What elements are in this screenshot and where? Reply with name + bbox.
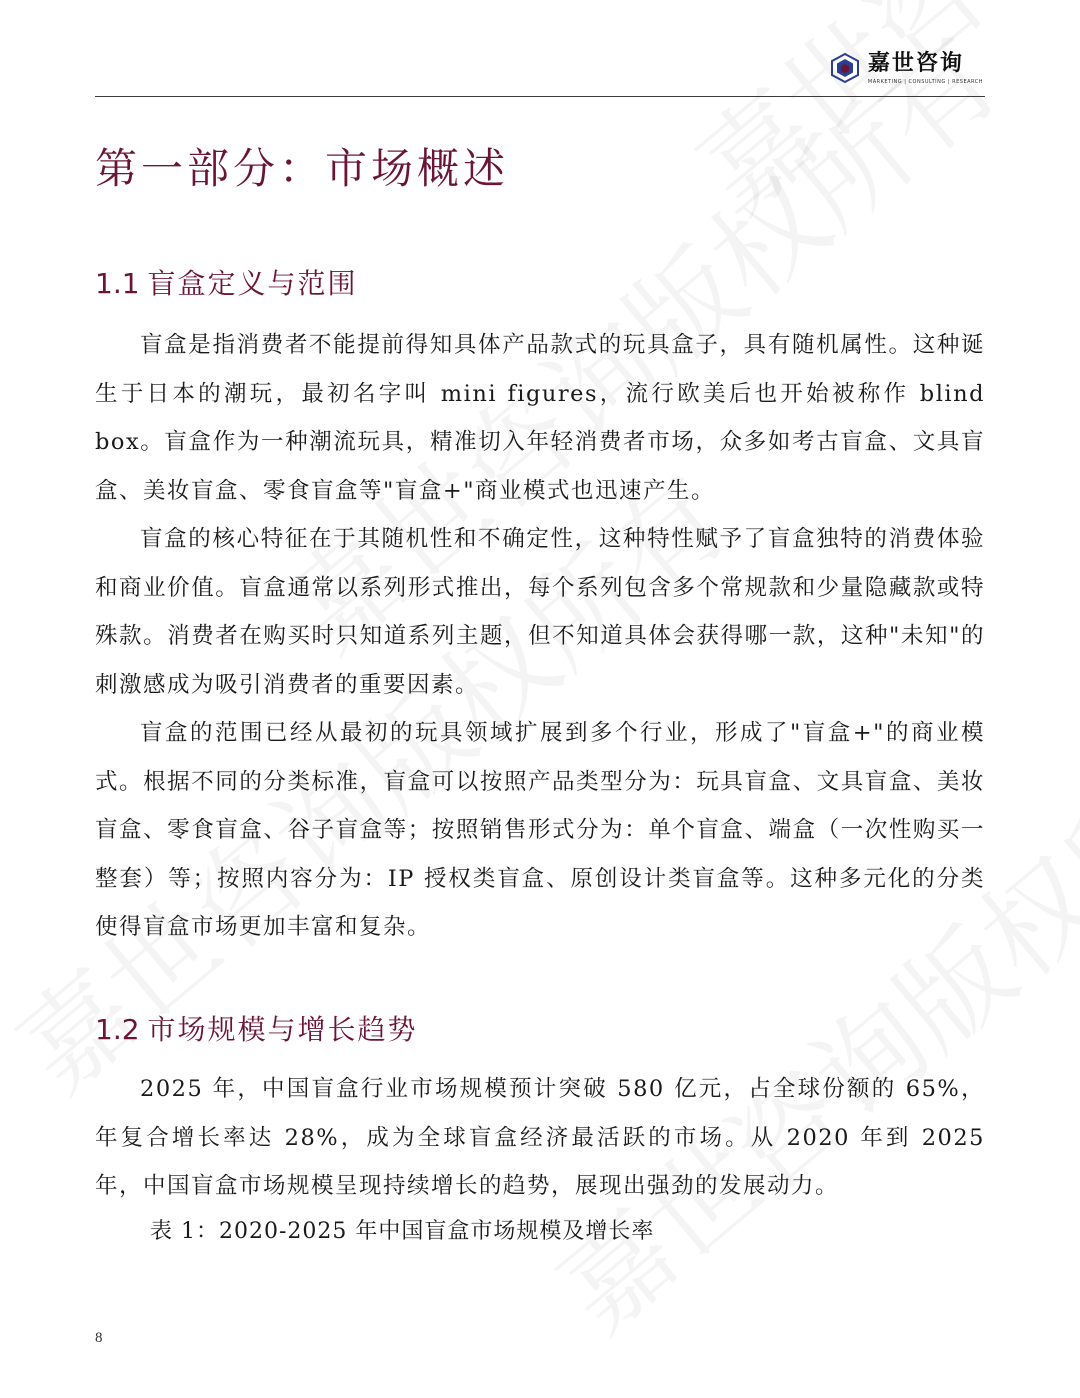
paragraph: 盲盒的范围已经从最初的玩具领域扩展到多个行业，形成了"盲盒+"的商业模式。根据不同的分类标准，盲盒可以按照产品类型分为：玩具盲盒、文具盲盒、美妆盲盒、零食盲盒、谷子盲盒等；按照销售形式分为：单个盲盒、端盒（一次性购买一整套）等；按照内容分为：IP 授权类盲盒、原创设计类盲盒等。这种多元化的分类使得盲盒市场更加丰富和复杂。 <box>95 720 985 940</box>
logo-tagline: MARKETING | CONSULTING | RESEARCH <box>867 78 983 85</box>
watermark-text <box>660 0 1080 241</box>
logo-mark-icon <box>830 53 860 83</box>
section-title: 盲盒定义与范围 <box>147 267 358 300</box>
part-title: 第一部分：市场概述 <box>95 144 510 193</box>
page-number: 8 <box>95 1330 103 1346</box>
paragraph: 盲盒是指消费者不能提前得知具体产品款式的玩具盒子，具有随机属性。这种诞生于日本的潮玩，最初名字叫 mini figures，流行欧美后也开始被称作 blind box。盲盒作为一种潮流玩具，精准切入年轻消费者市场，众多如考古盲盒、文具盲盒、美妆盲盒、零食盲盒等"盲盒+"商业模式也迅速产生。 <box>95 332 985 504</box>
paragraph: 盲盒的核心特征在于其随机性和不确定性，这种特性赋予了盲盒独特的消费体验和商业价值。盲盒通常以系列形式推出，每个系列包含多个常规款和少量隐藏款或特殊款。消费者在购买时只知道系列主题，但不知道具体会获得哪一款，这种"未知"的刺激感成为吸引消费者的重要因素。 <box>95 526 985 698</box>
section-heading <box>95 262 358 302</box>
company-logo <box>830 46 983 90</box>
section-number: 1.1 <box>95 267 140 300</box>
logo-name: 嘉世咨询 <box>867 50 964 76</box>
section-heading <box>95 1008 418 1048</box>
paragraph: 2025 年，中国盲盒行业市场规模预计突破 580 亿元，占全球份额的 65%，年复合增长率达 28%，成为全球盲盒经济最活跃的市场。从 2020 年到 2025 年，中国盲盒市场规模呈现持续增长的趋势，展现出强劲的发展动力。 <box>95 1076 985 1199</box>
section-body <box>95 1065 985 1211</box>
page-header <box>95 42 985 97</box>
section-number: 1.2 <box>95 1013 140 1046</box>
table-caption: 表 1：2020-2025 年中国盲盒市场规模及增长率 <box>150 1219 655 1244</box>
section-body <box>95 321 985 952</box>
section-title: 市场规模与增长趋势 <box>147 1013 418 1046</box>
